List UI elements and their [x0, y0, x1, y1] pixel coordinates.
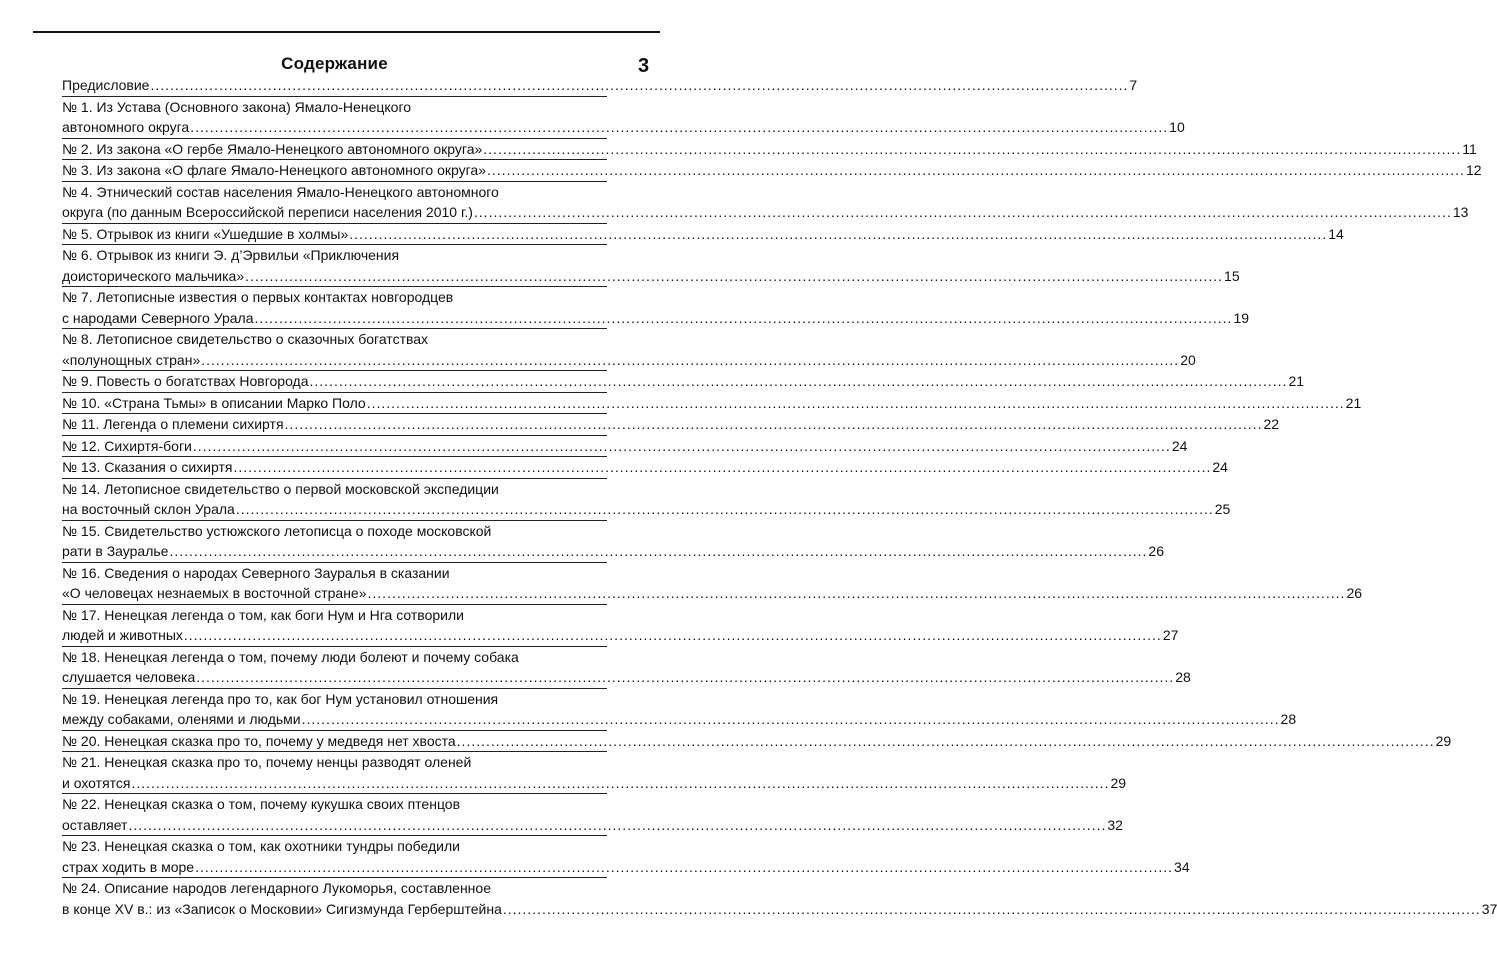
toc-entry-text: автономного округа — [62, 119, 190, 135]
toc-entry — [62, 646, 1191, 688]
toc-entry-text: № 15. Свидетельство устюжского летописца о походе московской — [62, 522, 492, 539]
toc-entry-text: оставляет — [62, 816, 128, 833]
toc-entry-row — [62, 371, 1305, 392]
toc-entry-row — [62, 75, 1138, 96]
toc-entry-row — [62, 457, 1228, 478]
toc-entry-row — [62, 414, 1280, 435]
toc-entry-row — [62, 899, 1497, 920]
toc-entry-row — [62, 160, 1482, 181]
toc-entry — [62, 435, 1188, 457]
toc-entry-text: доисторического мальчика» — [62, 267, 245, 284]
toc-entry-text: № 6. Отрывок из книги Э. д’Эрвильи «Приключения — [62, 247, 400, 263]
toc-entry — [62, 456, 1228, 478]
toc-entry-text: № 18. Ненецкая легенда о том, почему люди болеют и почему собака — [62, 648, 519, 665]
toc-entry-text: № 24. Описание народов легендарного Лукоморья, составленное — [62, 880, 491, 896]
toc-entry — [62, 75, 1138, 96]
toc-leader-dots: ........................................................................................................................................................................................................ — [196, 669, 1175, 685]
toc-leader-dots: ........................................................................................................................................................................................................ — [487, 162, 1465, 178]
toc-leader-dots: ........................................................................................................................................................................................................ — [233, 459, 1212, 475]
toc-entry-text: Предисловие — [62, 77, 150, 93]
toc-entry-text: слушается человека — [62, 669, 196, 685]
toc-leader-dots: ........................................................................................................................................................................................................ — [192, 437, 1171, 454]
toc-leader-dots: ........................................................................................................................................................................................................ — [473, 204, 1452, 220]
toc-entry-text: № 10. «Страна Тьмы» в описании Марко Поло — [62, 394, 366, 411]
toc-leader-dots: ........................................................................................................................................................................................................ — [235, 501, 1214, 517]
toc-entry-row — [62, 436, 1188, 457]
toc-leader-dots: ........................................................................................................................................................................................................ — [128, 816, 1107, 833]
toc-entry-page: 24 — [1171, 437, 1188, 454]
toc-entry — [62, 877, 1497, 919]
toc-entry-text: и охотятся — [62, 774, 131, 791]
toc-entry-text: № 12. Сихиртя-боги — [62, 437, 192, 454]
toc-leader-dots: ........................................................................................................................................................................................................ — [190, 119, 1169, 135]
toc-entry — [62, 286, 1250, 328]
toc-entry-text: на восточный склон Урала — [62, 501, 235, 517]
toc-entry-text: № 13. Сказания о сихиртя — [62, 459, 233, 475]
toc-leader-dots: ........................................................................................................................................................................................................ — [366, 394, 1345, 411]
toc-entry-text: № 8. Летописное свидетельство о сказочных богатствах — [62, 331, 429, 347]
toc-entry-page: 13 — [1452, 204, 1469, 220]
toc-entry-text: страх ходить в море — [62, 858, 195, 875]
toc-entry-page: 32 — [1107, 816, 1123, 833]
toc-entry — [62, 751, 1127, 793]
toc-entry-text: № 1. Из Устава (Основного закона) Ямало-Ненецкого — [62, 98, 412, 115]
toc-entry-text: № 21. Ненецкая сказка про то, почему ненцы разводят оленей — [62, 754, 472, 770]
toc-leader-dots: ........................................................................................................................................................................................................ — [284, 416, 1263, 432]
toc-entry-row — [62, 541, 1164, 562]
toc-entry-row — [62, 139, 1477, 160]
toc-entry-text: людей и животных — [62, 627, 183, 643]
toc-leader-dots: ........................................................................................................................................................................................................ — [245, 267, 1224, 284]
toc-entry — [62, 181, 1469, 223]
toc-entry — [62, 413, 1280, 435]
toc-entry-text: № 2. Из закона «О гербе Ямало-Ненецкого автономного округа» — [62, 140, 483, 157]
toc-entry-page: 10 — [1169, 119, 1185, 135]
toc-entry-row — [62, 625, 1179, 646]
toc-entry-text: № 19. Ненецкая легенда про то, как бог Нум установил отношения — [62, 690, 499, 707]
toc-leader-dots: ........................................................................................................................................................................................................ — [349, 225, 1328, 242]
toc-leader-dots: ........................................................................................................................................................................................................ — [456, 732, 1435, 749]
toc-entry-row — [62, 773, 1127, 794]
toc-entry-page: 12 — [1465, 162, 1482, 178]
toc-entry-page: 26 — [1148, 543, 1164, 559]
toc-entry-page: 37 — [1481, 900, 1497, 917]
top-rule — [33, 31, 660, 33]
toc-entry-row — [62, 731, 1452, 752]
toc-entry — [62, 244, 1240, 286]
toc-leader-dots: ........................................................................................................................................................................................................ — [169, 543, 1148, 559]
toc-entry — [62, 96, 1185, 138]
toc-entry-page: 26 — [1346, 585, 1363, 601]
toc-entry-page: 34 — [1174, 858, 1190, 875]
toc-entry-text: № 4. Этнический состав населения Ямало-Ненецкого автономного — [62, 183, 499, 200]
toc-entry-page: 20 — [1180, 351, 1196, 368]
toc-leader-dots: ........................................................................................................................................................................................................ — [309, 373, 1288, 389]
toc-entry-row — [62, 583, 1363, 604]
toc-entry-text: в конце XV в.: из «Записок о Московии» Сигизмунда Герберштейна — [62, 900, 502, 917]
toc-entry — [62, 392, 1362, 414]
toc-entry — [62, 793, 1123, 835]
toc-entry-page: 14 — [1328, 225, 1344, 242]
toc-entry-row — [62, 202, 1469, 223]
toc-entry-page: 29 — [1435, 732, 1452, 749]
toc-entry-text: № 14. Летописное свидетельство о первой московской экспедиции — [62, 480, 499, 497]
toc-entry-page: 21 — [1288, 373, 1305, 389]
toc-entry-text: округа (по данным Всероссийской переписи населения 2010 г.) — [62, 204, 473, 220]
toc-entry-page: 25 — [1214, 501, 1231, 517]
toc-entry-page: 15 — [1224, 267, 1240, 284]
toc-entry — [62, 688, 1297, 730]
page-number: 3 — [638, 55, 650, 77]
toc-entry — [62, 223, 1344, 245]
toc-leader-dots: ........................................................................................................................................................................................................ — [301, 711, 1280, 727]
toc-entry-text: № 7. Летописные известия о первых контактах новгородцев — [62, 289, 454, 305]
toc-entry-page: 29 — [1110, 774, 1127, 791]
toc-leader-dots: ........................................................................................................................................................................................................ — [195, 858, 1174, 875]
toc-entry-page: 24 — [1212, 459, 1228, 475]
toc-entry-text: № 11. Легенда о племени сихиртя — [62, 416, 284, 432]
toc-entry — [62, 478, 1231, 520]
toc-entry-text: № 3. Из закона «О флаге Ямало-Ненецкого автономного округа» — [62, 162, 487, 178]
toc-entry — [62, 730, 1452, 752]
toc-leader-dots: ........................................................................................................................................................................................................ — [131, 774, 1110, 791]
toc-entry-page: 27 — [1162, 627, 1179, 643]
toc-entry-text: «О человецах незнаемых в восточной стране» — [62, 585, 367, 601]
toc-leader-dots: ........................................................................................................................................................................................................ — [254, 309, 1233, 326]
toc-entry — [62, 562, 1363, 604]
toc-entry-text: № 5. Отрывок из книги «Ушедшие в холмы» — [62, 225, 349, 242]
toc-entry-text: между собаками, оленями и людьми — [62, 711, 301, 727]
table-of-contents — [62, 75, 1497, 919]
toc-entry-page: 21 — [1345, 394, 1362, 411]
toc-entry — [62, 835, 1190, 877]
toc-entry-row — [62, 857, 1190, 878]
toc-entry-text: «полунощных стран» — [62, 351, 201, 368]
toc-entry-text: № 20. Ненецкая сказка про то, почему у медведя нет хвоста — [62, 732, 456, 749]
toc-entry-row — [62, 393, 1362, 414]
toc-entry-text: № 17. Ненецкая легенда о том, как боги Нум и Нга сотворили — [62, 606, 464, 623]
toc-entry-row — [62, 815, 1123, 836]
toc-entry-row — [62, 117, 1185, 138]
toc-leader-dots: ........................................................................................................................................................................................................ — [201, 351, 1180, 368]
toc-entry-page: 7 — [1129, 77, 1138, 93]
toc-entry-text: № 22. Ненецкая сказка о том, почему кукушка своих птенцов — [62, 796, 461, 812]
toc-entry-text: рати в Зауралье — [62, 543, 169, 559]
toc-leader-dots: ........................................................................................................................................................................................................ — [502, 900, 1481, 917]
toc-entry-row — [62, 499, 1231, 520]
toc-title: Содержание — [281, 54, 388, 73]
toc-entry-row — [62, 709, 1297, 730]
toc-entry-row — [62, 266, 1240, 287]
toc-entry — [62, 138, 1477, 160]
toc-leader-dots: ........................................................................................................................................................................................................ — [150, 77, 1129, 93]
toc-entry-row — [62, 350, 1196, 371]
toc-entry-page: 19 — [1233, 309, 1250, 326]
toc-entry-text: № 23. Ненецкая сказка о том, как охотники тундры победили — [62, 838, 460, 854]
toc-leader-dots: ........................................................................................................................................................................................................ — [483, 140, 1462, 157]
toc-entry — [62, 370, 1305, 392]
toc-leader-dots: ........................................................................................................................................................................................................ — [183, 627, 1162, 643]
toc-entry-text: с народами Северного Урала — [62, 309, 254, 326]
toc-leader-dots: ........................................................................................................................................................................................................ — [367, 585, 1346, 601]
toc-entry-row — [62, 667, 1191, 688]
toc-entry-text: № 16. Сведения о народах Северного Зауралья в сказании — [62, 564, 450, 581]
toc-entry-page: 11 — [1462, 140, 1477, 157]
toc-entry — [62, 604, 1179, 646]
toc-entry-page: 28 — [1175, 669, 1191, 685]
toc-entry — [62, 328, 1196, 370]
toc-entry-row — [62, 308, 1250, 329]
toc-entry — [62, 520, 1164, 562]
toc-entry-row — [62, 224, 1344, 245]
toc-entry-page: 28 — [1280, 711, 1297, 727]
toc-entry-text: № 9. Повесть о богатствах Новгорода — [62, 373, 309, 389]
toc-entry-page: 22 — [1263, 416, 1280, 432]
toc-entry — [62, 159, 1482, 181]
